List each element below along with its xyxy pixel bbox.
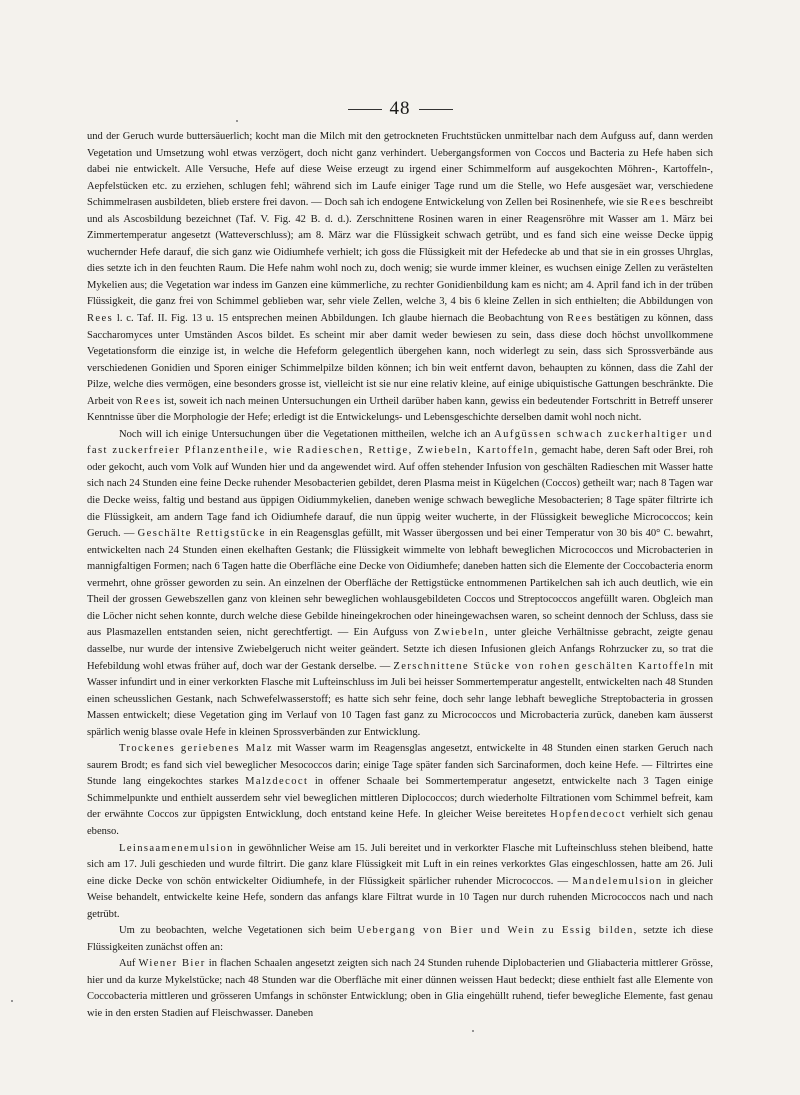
spaced-emphasis: Zerschnittene Stücke von rohen geschälten Kartoffeln [393, 660, 696, 672]
paragraph [87, 129, 713, 427]
paragraph [87, 956, 713, 1022]
spaced-emphasis: Malzdecoct [245, 776, 309, 788]
spaced-emphasis: Zwiebeln, [434, 627, 490, 639]
spaced-emphasis: Trockenes geriebenes Malz [119, 743, 273, 755]
text-run: ist, soweit ich nach meinen Untersuchungen ein Urtheil darüber haben kann, gewiss ein bedeutender Fortschritt in Betreff unserer Kenntnisse über die Morphologie der Hefe; erledigt ist die Entwickelungs- und Lebensgeschichte derselben damit wohl noch nicht. [87, 395, 713, 424]
header-rule-right [419, 109, 453, 110]
spaced-emphasis: Hopfendecoct [550, 809, 627, 821]
spaced-emphasis: Rees [135, 395, 162, 407]
text-run: in offener Schaale bei Sommertemperatur angesetzt, entwickelte nach 3 Tagen einige Schimmelpunkte und enthielt ausserdem sehr viel beweglichen mittleren Diplococcos; durch wiederholte Filtrationen vom Schimmel befreit, kam der erwähnte Coccos zur üppigsten Entwicklung, doch entstand keine Hefe. In gleicher Weise bereitetes [87, 776, 713, 821]
text-run: bestätigen zu können, dass Saccharomyces unter Umständen Ascos bildet. Es scheint mir aber damit weder bewiesen zu sein, dass diese doch höchst unvollkommene Vegetationsform die einzige ist, in welche die Hefeform gelegentlich übergehen kann, noch widerlegt zu sein, dass sich Sprossverbände aus verschiedenen Gonidien und Sporen einiger Schimmelpilze bilden können; ich bin weit entfernt davon, behaupten zu können, dass die Zahl der Pilze, welche dies vermögen, eine besonders grosse ist, vielleicht ist sie nur eine relativ kleine, auf einige ubiquistische Gattungen beschränkte. Die Arbeit von [87, 313, 714, 407]
text-run: Noch will ich einige Untersuchungen über die Vegetationen mittheilen, welche ich an [119, 428, 495, 440]
text-run: in flachen Schaalen angesetzt zeigten sich nach 24 Stunden ruhende Diplobacterien und Gliabacteria mittlerer Grösse, hier und da kurze Mykelstücke; nach 48 Stunden war die Oberfläche mit einer dünnen weissen Haut bedeckt; diese enthielt fast alle Elemente von Coccobacteria mittleren und grösseren Umfangs in schönster Entwicklung; oben in Glia eingehüllt ruhend, tiefer bewegliche Elemente, fast genau wie in den ersten Stadien auf Fleischwasser. Daneben [87, 958, 714, 1019]
text-run: l. c. Taf. II. Fig. 13 u. 15 entsprechen meinen Abbildungen. Ich glaube hiernach die Beobachtung von [113, 313, 568, 325]
page-header [0, 98, 800, 120]
text-run: Um zu beobachten, welche Vegetationen sich beim [119, 925, 358, 937]
spaced-emphasis: Uebergang von Bier und Wein zu Essig bilden, [357, 925, 638, 937]
paragraph [87, 741, 713, 840]
text-run: verhielt sich genau ebenso. [87, 809, 713, 837]
text-run: und der Geruch wurde buttersäuerlich; kocht man die Milch mit den getrockneten Fruchtstücken unmittelbar nach dem Aufguss auf, dann werden Vegetation und Umsetzung wohl etwas verzögert, doch nicht ganz verhindert. Uebergangsformen von Coccos und Bacteria zu Hefe haben sich dabei nie entwickelt. Alle Versuche, Hefe auf diese Weise erzeugt zu irgend einer Schimmelform auf ausgekochten Möhren-, Kartoffeln-, Aepfelstücken etc. zu erziehen, schlugen fehl; während sich im Laufe einiger Tage rund um die Stelle, wo Hefe ausgesäet war, verschiedene Schimmelrasen ausbildeten, blieb erstere frei davon. — Doch sah ich endogene Entwickelung von Zellen bei Rosinenhefe, wie sie [87, 131, 713, 209]
spaced-emphasis: Rees [87, 313, 114, 325]
text-run: beschreibt und als Ascosbildung bezeichnet (Taf. V. Fig. 42 B. d. d.). Zerschnittene Rosinen waren in einer Reagensröhre mit Wasser am 1. März bei Zimmertemperatur angesetzt (Watteverschluss); am 8. März war die Flüssigkeit schwach getrübt, und es fand sich eine weisse Decke üppig wuchernder Hefe darauf, die sich ganz wie Oidiumhefe verhielt; ich goss die Flüssigkeit mit der Hefedecke ab und that sie in ein grosses Uhrglas, dies setzte ich in den feuchten Raum. Die Hefe nahm wohl noch zu, doch wenig; sie wurde immer kleiner, es wuchsen einige Zellen zu verästelten Mykelien aus; die Vegetation war indess im Ganzen eine kümmerliche, zu rechter Gonidienbildung kam es nicht; am 4. April fand ich in der trüben Flüssigkeit, die ganz frei von Schimmel geblieben war, sehr viele Zellen, welche 3, 4 bis 6 kleine Zellen in sich enthielten; die Abbildungen von [87, 197, 713, 308]
text-run: in gewöhnlicher Weise am 15. Juli bereitet und in verkorkter Flasche mit Lufteinschluss stehen bleibend, hatte sich am 17. Juli geschieden und wurde filtrirt. Die ganz klare Flüssigkeit mit Luft in ein reines verkorktes Glas eingeschlossen, hatte am 26. Juli eine dicke Decke von schön entwickelter Oidiumhefe, in der Flüssigkeit spärlicher ruhender Micrococcos. — [87, 842, 713, 887]
body-text [87, 129, 713, 1023]
print-speck [472, 1030, 474, 1032]
text-run: mit Wasser warm im Reagensglas angesetzt, entwickelte in 48 Stunden einen starken Geruch nach saurem Brodt; es fand sich viel beweglicher Mesococcos darin; einige Tage später fanden sich Sarcinaformen, doch keine Hefe. — Filtrirtes eine Stunde lang eingekochtes starkes [87, 743, 713, 788]
text-run: in gleicher Weise behandelt, entwickelte keine Hefe, sondern das anfangs klare Filtrat wurde in 10 Tagen nur durch ruhenden Micrococcos nach und nach getrübt. [87, 875, 713, 920]
spaced-emphasis: Aufgüssen schwach zuckerhaltiger und fast zuckerfreier Pflanzentheile, wie Radieschen, Rettige, Zwiebeln, Kartoffeln, [87, 428, 713, 457]
paragraph [87, 841, 713, 924]
header-rule-left [348, 109, 382, 110]
spaced-emphasis: Wiener Bier [138, 958, 206, 970]
text-run: mit Wasser infundirt und in einer verkorkten Flasche mit Lufteinschluss im Juli bei heisser Sommertemperatur angestellt, entwickelten nach 48 Stunden einen scheusslichen Gestank, nach Schwefelwasserstoff; es hatte sich sehr feine, doch sehr lange lebhaft bewegliche Streptobacteria in grossen Massen entwickelt; diese Vegetation ging im Verlauf von 10 Tagen fast ganz zu Micrococcos und Microbacteria zurück, daneben kam äusserst spärlich wenig blasse ovale Hefe in kleinen Sprossverbänden zur Entwicklung. [87, 660, 714, 738]
spaced-emphasis: Mandelemulsion [572, 875, 663, 887]
text-run: unter gleiche Verhältnisse gebracht, zeigte genau dasselbe, nur wurde der intensive Zwiebelgeruch nicht weiter geändert. Setzte ich diesen Infusionen gleich Anfangs Rohrzucker zu, so trat die Hefebildung wohl etwas früher auf, doch war der Gestank derselbe. — [87, 627, 713, 672]
text-run: setzte ich diese Flüssigkeiten zunächst offen an: [87, 925, 714, 953]
text-run: gemacht habe, deren Saft oder Brei, roh oder gekocht, auch vom Volk auf Wunden hier und da angewendet wird. Auf offen stehender Infusion von geschälten Radieschen mit Wasser hatte sich nach 24 Stunden eine feine Decke ruhender Mesobacterien gebildet, deren Plasma meist in Kügelchen (Coccos) getheilt war; nach 8 Tagen war die Decke weiss, faltig und bestand aus üppigen Oidiummykelien, daneben wenige schwach bewegliche Mesobacterien; 8 Tage später filtrirte ich die Flüssigkeit, am andern Tage fand ich Oidiumhefe darauf, die nun üppig weiter wucherte, in der Flüssigkeit bewegliche Micrococcos; kein Geruch. — [87, 445, 713, 540]
spaced-emphasis: Leinsaamenemulsion [119, 842, 234, 854]
spaced-emphasis: Rees [567, 313, 594, 325]
text-run: Auf [119, 958, 139, 970]
text-run: in ein Reagensglas gefüllt, mit Wasser übergossen und bei einer Temperatur von 30 bis 40° C. bewahrt, entwickelten nach 24 Stunden einen ekelhaften Gestank; die Flüssigkeit wimmelte von lebhaft beweglichen Micrococcos und Microbacterien in mannigfaltigen Formen; nach 6 Tagen hatte die Oberfläche eine Decke von Oidiumhefe; daneben hatten sich die Elemente der Coccobacteria enorm vermehrt, ohne grösser geworden zu sein. An einzelnen der Oberfläche der Rettigstücke entnommenen Partikelchen sah ich auch deutlich, wie ein Theil der grossen Gewebszellen ganz von kleinen sehr beweglichen wohlausgebildeten Coccos und Streptococcos angefüllt waren. Obgleich man die Löcher nicht sehen konnte, durch welche diese Gebilde hineingekrochen oder hineingewachsen waren, so scheint dennoch der Schluss, dass sie aus Plasmazellen entstanden seien, nicht gerechtfertigt. — Ein Aufguss von [87, 528, 713, 639]
page-number: 48 [389, 98, 411, 119]
print-speck [11, 1000, 13, 1002]
print-speck [236, 120, 238, 122]
paragraph [87, 427, 713, 741]
spaced-emphasis: Geschälte Rettigstücke [137, 528, 266, 540]
paragraph [87, 923, 713, 956]
spaced-emphasis: Rees [640, 197, 667, 209]
